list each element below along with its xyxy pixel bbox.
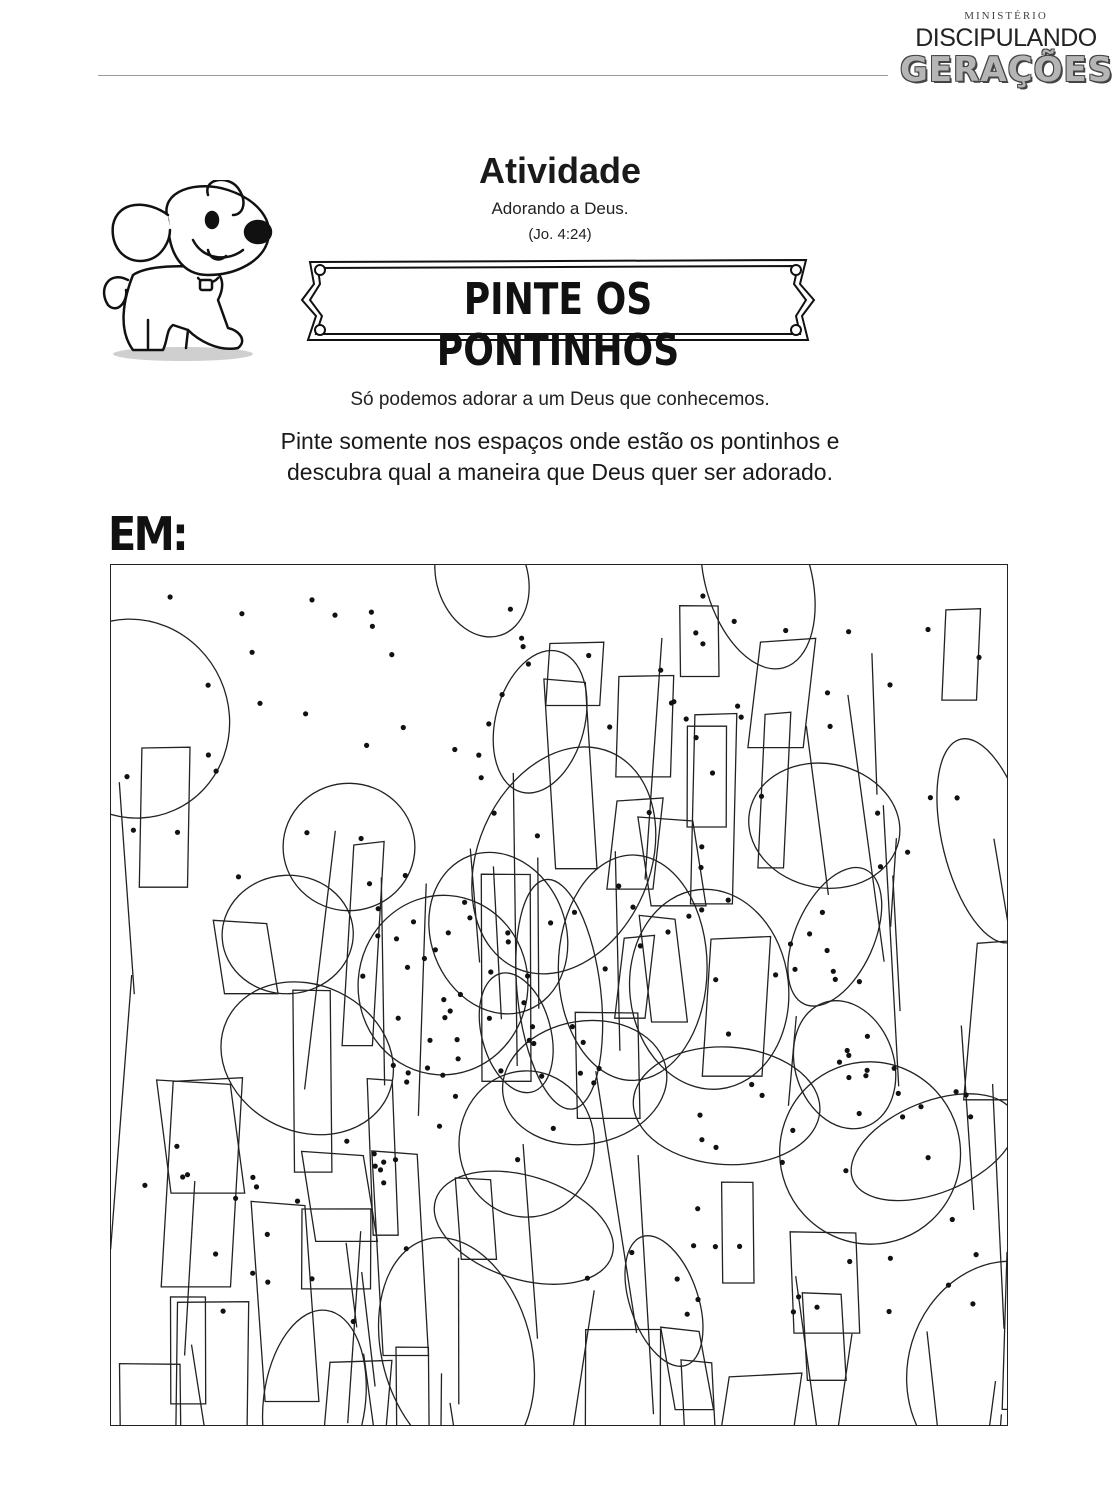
instruction-note: Só podemos adorar a um Deus que conhecemos.	[350, 389, 770, 410]
activity-title: Atividade	[478, 150, 642, 191]
puzzle-dots	[124, 593, 981, 1324]
puzzle-outlines	[111, 565, 1008, 1426]
bible-reference: (Jo. 4:24)	[528, 226, 592, 243]
activity-subtitle: Adorando a Deus.	[491, 199, 629, 218]
header-divider	[98, 75, 888, 76]
instruction-line-2: descubra qual a maneira que Deus quer ser adorado.	[287, 459, 833, 485]
banner-title: PINTE OS PONTINHOS	[436, 274, 680, 376]
logo-geracoes-text: GERAÇÕES	[900, 50, 1114, 90]
instruction-line-1: Pinte somente nos espaços onde estão os pontinhos e	[280, 428, 840, 454]
hidden-word-puzzle[interactable]	[110, 564, 1008, 1426]
puppy-illustration	[88, 180, 278, 365]
puzzle-prompt: EM:	[108, 507, 186, 561]
ministry-logo	[900, 4, 1112, 96]
puzzle-canvas[interactable]	[111, 565, 1008, 1426]
logo-discipulando-text: DISCIPULANDO	[915, 24, 1097, 52]
logo-ministerio-text: MINISTÉRIO	[964, 10, 1048, 22]
